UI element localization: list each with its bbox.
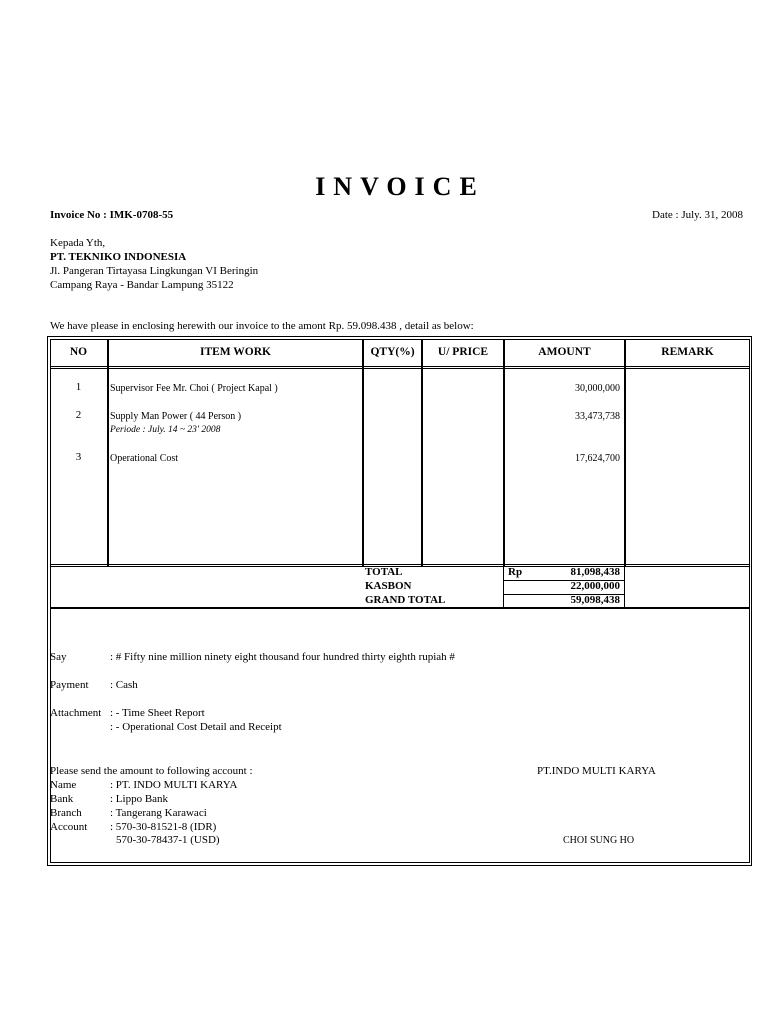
row-2-no: 2 xyxy=(75,409,82,421)
grand-total-value: 59,098,438 xyxy=(570,594,620,606)
row-3-amount: 17,624,700 xyxy=(575,453,620,464)
header-amount: AMOUNT xyxy=(538,346,591,358)
signature-name: CHOI SUNG HO xyxy=(563,835,635,846)
attachment-label: Attachment xyxy=(50,707,102,719)
recipient-greeting: Kepada Yth, xyxy=(50,237,106,249)
row-2-item: Supply Man Power ( 44 Person ) xyxy=(110,411,242,422)
say-value: : # Fifty nine million ninety eight thousand four hundred thirty eighth rupiah # xyxy=(110,651,455,663)
account-usd: 570-30-78437-1 (USD) xyxy=(116,834,220,846)
header-item-work: ITEM WORK xyxy=(199,346,272,358)
payment-label: Payment xyxy=(50,679,89,691)
recipient-address-line2: Campang Raya - Bandar Lampung 35122 xyxy=(50,279,234,291)
recipient-company: PT. TEKNIKO INDONESIA xyxy=(50,251,187,263)
row-1-no: 1 xyxy=(75,381,82,393)
branch-value: : Tangerang Karawaci xyxy=(110,807,207,819)
row-2-period-note: Periode : July. 14 ~ 23' 2008 xyxy=(110,425,221,435)
grand-total-label: GRAND TOTAL xyxy=(365,594,446,606)
attachment-item-2: : - Operational Cost Detail and Receipt xyxy=(110,721,282,733)
header-no: NO xyxy=(69,346,88,358)
row-2-amount: 33,473,738 xyxy=(575,411,620,422)
recipient-address-line1: Jl. Pangeran Tirtayasa Lingkungan VI Beringin xyxy=(50,265,259,277)
intro-text: We have please in enclosing herewith our invoice to the amont Rp. 59.098.438 , detail as below: xyxy=(50,320,474,332)
total-label: TOTAL xyxy=(365,566,403,578)
invoice-date: Date : July. 31, 2008 xyxy=(652,209,743,221)
invoice-number: Invoice No : IMK-0708-55 xyxy=(50,209,174,221)
invoice-title: INVOICE xyxy=(315,172,485,201)
payment-value: : Cash xyxy=(110,679,138,691)
row-3-item: Operational Cost xyxy=(110,453,179,464)
bank-value: : Lippo Bank xyxy=(110,793,169,805)
kasbon-value: 22,000,000 xyxy=(570,580,620,592)
header-unit-price: U/ PRICE xyxy=(437,346,489,358)
row-3-no: 3 xyxy=(75,451,82,463)
total-value: 81,098,438 xyxy=(570,566,620,578)
row-1-amount: 30,000,000 xyxy=(575,383,620,394)
bank-name-value: : PT. INDO MULTI KARYA xyxy=(110,779,238,791)
bank-label: Bank xyxy=(50,793,74,805)
kasbon-label: KASBON xyxy=(365,580,412,592)
branch-label: Branch xyxy=(50,807,82,819)
say-label: Say xyxy=(50,651,67,663)
account-label: Account xyxy=(50,821,88,833)
bank-name-label: Name xyxy=(50,779,77,791)
bank-intro: Please send the amount to following account : xyxy=(50,765,253,777)
row-1-item: Supervisor Fee Mr. Choi ( Project Kapal ) xyxy=(110,383,278,394)
total-currency: Rp xyxy=(508,566,523,578)
header-qty: QTY(%) xyxy=(370,346,415,358)
account-idr: : 570-30-81521-8 (IDR) xyxy=(110,821,217,833)
signature-company: PT.INDO MULTI KARYA xyxy=(537,765,656,777)
header-remark: REMARK xyxy=(661,346,714,358)
attachment-item-1: : - Time Sheet Report xyxy=(110,707,205,719)
